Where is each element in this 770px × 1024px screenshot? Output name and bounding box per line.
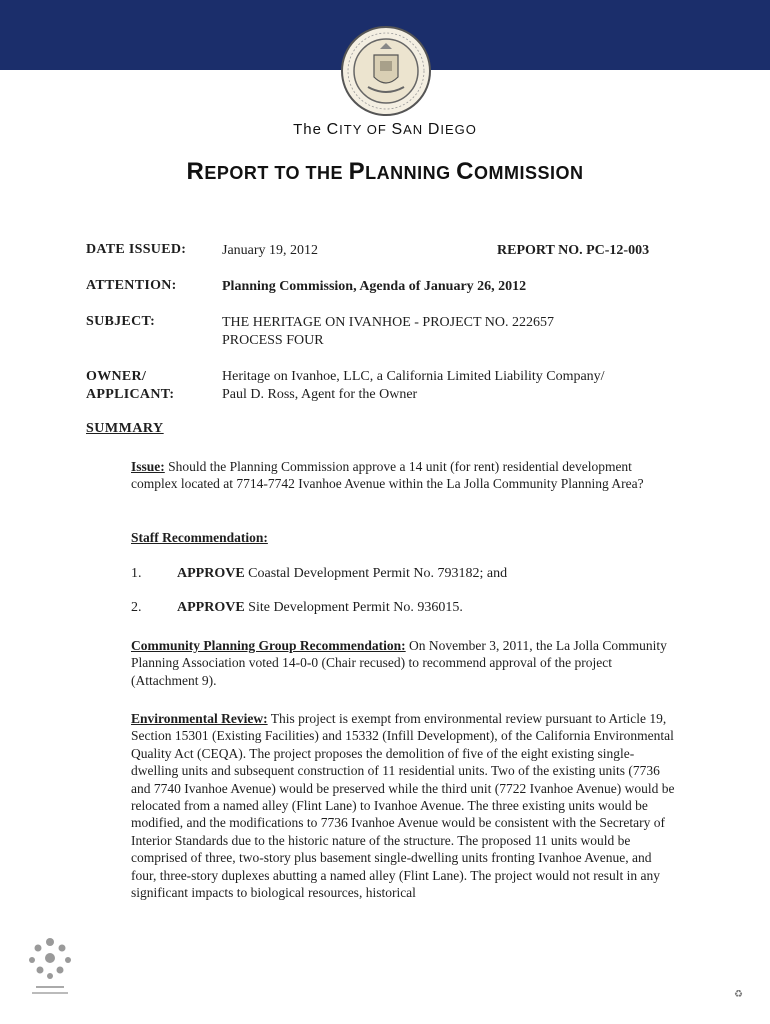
staff-recommendation-heading: Staff Recommendation: bbox=[131, 530, 268, 545]
owner-applicant-value bbox=[222, 368, 605, 404]
attention-label: ATTENTION: bbox=[86, 278, 177, 293]
city-name: The CITY OF SAN DIEGO bbox=[293, 121, 477, 138]
subject-line-2: PROCESS FOUR bbox=[222, 333, 324, 348]
community-planning-text: On November 3, 2011, the La Jolla Community Planning Association voted 14-0-0 (Chair recused) to recommend approval of the project (Attachment 9). bbox=[131, 638, 667, 688]
recommendation-item-2: 2. APPROVE Site Development Permit No. 936015. bbox=[131, 600, 463, 615]
city-seal-icon bbox=[340, 25, 432, 117]
community-planning-heading: Community Planning Group Recommendation: bbox=[131, 638, 406, 653]
issue-label: Issue: bbox=[131, 459, 165, 474]
environmental-review-paragraph bbox=[131, 710, 676, 901]
environmental-review-text: This project is exempt from environmental review pursuant to Article 19, Section 15301 (Existing Facilities) and 15332 (Infill Development), of the California Environmental Quality Act (CEQA). The project proposes the demolition of five of the eight existing single-dwelling units and subsequent construction of 11 residential units. Two of the existing units (7736 and 7740 Ivanhoe Avenue) would be preserved while the third unit (7722 Ivanhoe Avenue) would be relocated from a named alley (Flint Lane) to Ivanhoe Avenue. The three existing units would be modified, and the modifications to 7736 Ivanhoe Avenue would be consistent with the Secretary of Interior Standards due to the historic nature of the structure. The proposed 11 units would be comprised of three, two-story plus basement single-dwelling units fronting Ivanhoe Avenue, and four, three-story duplexes abutting a named alley (Flint Lane). The project would not result in any significant impacts to biological resources, historical bbox=[131, 711, 675, 901]
environmental-review-heading: Environmental Review: bbox=[131, 711, 268, 726]
community-planning-paragraph bbox=[131, 637, 676, 689]
recycle-icon: ♻ bbox=[734, 989, 743, 1000]
summary-heading: SUMMARY bbox=[86, 421, 164, 436]
subject-line-1: THE HERITAGE ON IVANHOE - PROJECT NO. 222657 bbox=[222, 315, 555, 330]
owner-line-2: Paul D. Ross, Agent for the Owner bbox=[222, 387, 418, 402]
issue-paragraph bbox=[131, 458, 676, 493]
report-title: REPORT TO THE PLANNING COMMISSION bbox=[186, 158, 584, 185]
subject-label: SUBJECT: bbox=[86, 314, 156, 329]
date-issued-value: January 19, 2012 bbox=[222, 243, 319, 258]
diversity-logo-icon bbox=[22, 928, 78, 1000]
owner-applicant-label: OWNER/ APPLICANT: bbox=[86, 369, 175, 402]
attention-value: Planning Commission, Agenda of January 26, 2012 bbox=[222, 279, 527, 294]
date-issued-label: DATE ISSUED: bbox=[86, 242, 187, 257]
subject-value bbox=[222, 314, 554, 350]
report-number: REPORT NO. PC-12-003 bbox=[497, 243, 650, 258]
issue-text: Should the Planning Commission approve a 14 unit (for rent) residential development complex located at 7714-7742 Ivanhoe Avenue within the La Jolla Community Planning Area? bbox=[131, 459, 644, 492]
owner-line-1: Heritage on Ivanhoe, LLC, a California Limited Liability Company/ bbox=[222, 369, 605, 384]
recommendation-item-1: 1. APPROVE Coastal Development Permit No. 793182; and bbox=[131, 566, 508, 581]
